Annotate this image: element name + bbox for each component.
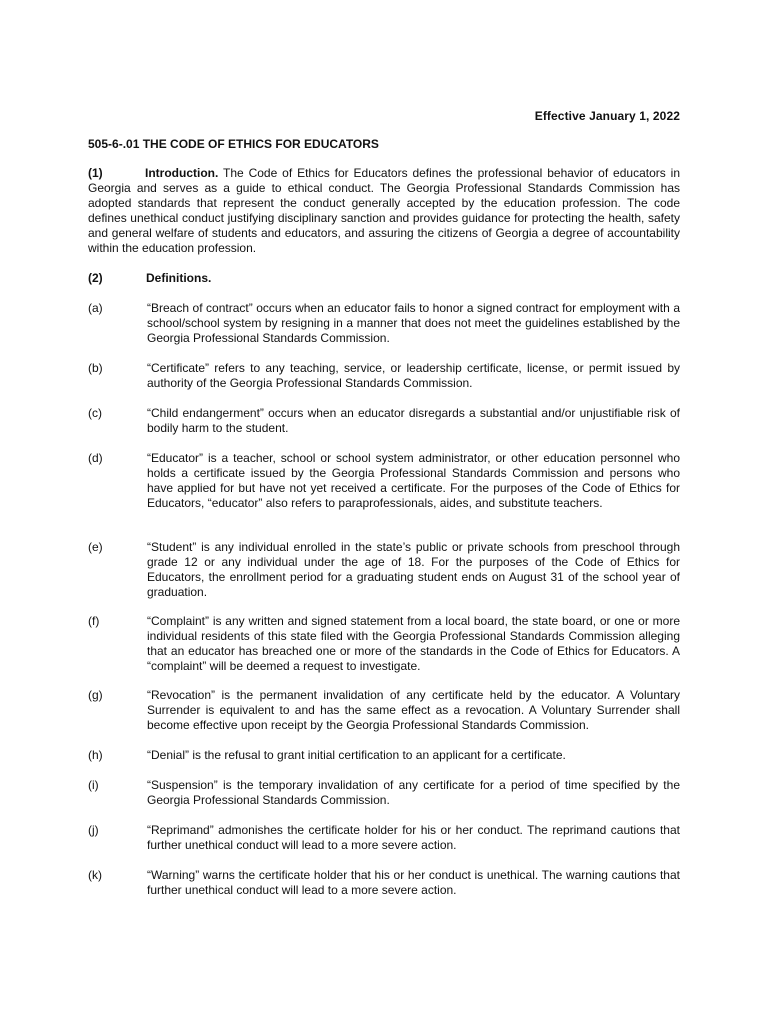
definition-text: “Reprimand” admonishes the certificate holder for his or her conduct. The reprimand cautions that further unethical conduct will lead to a more severe action.: [147, 823, 680, 853]
definition-item: [88, 406, 680, 436]
definition-item: [88, 540, 680, 600]
definition-label: (a): [88, 301, 103, 315]
definition-label: (f): [88, 614, 100, 628]
effective-date: Effective January 1, 2022: [534, 109, 680, 123]
definition-item: [88, 778, 680, 808]
definition-item: [88, 748, 680, 763]
definition-text: “Denial” is the refusal to grant initial certification to an applicant for a certificate.: [147, 748, 566, 762]
introduction-section: [88, 166, 680, 257]
definition-text: “Revocation” is the permanent invalidation of any certificate held by the educator. A Voluntary Surrender is equivalent to and has the same effect as a revocation. A Voluntary Surrender shall become effective upon receipt by the Georgia Professional Standards Commission.: [147, 688, 680, 733]
definition-item: [88, 301, 680, 346]
introduction-text: The Code of Ethics for Educators defines the professional behavior of educators in Georgia and serves as a guide to ethical conduct. The Georgia Professional Standards Commission has adopted standards that represent the conduct generally accepted by the education profession. The code defines unethical conduct justifying disciplinary sanction and provides guidance for protecting the health, safety and general welfare of students and educators, and assuring the citizens of Georgia a degree of accountability within the education profession.: [88, 166, 680, 256]
definition-text: “Student” is any individual enrolled in the state’s public or private schools from preschool through grade 12 or any individual under the age of 18. For the purposes of the Code of Ethics for Educators, the enrollment period for a graduating student ends on August 31 of the school year of graduation.: [147, 540, 680, 600]
definition-label: (i): [88, 778, 99, 792]
definition-text: “Complaint” is any written and signed statement from a local board, the state board, or one or more individual residents of this state filed with the Georgia Professional Standards Commission alleging that an educator has breached one or more of the standards in the Code of Ethics for Educators. A “complaint” will be deemed a request to investigate.: [147, 614, 680, 674]
definition-label: (k): [88, 868, 102, 882]
definition-text: “Warning” warns the certificate holder that his or her conduct is unethical. The warning cautions that further unethical conduct will lead to a more severe action.: [147, 868, 680, 898]
definition-text: “Breach of contract” occurs when an educator fails to honor a signed contract for employment with a school/school system by resigning in a manner that does not meet the guidelines established by the Georgia Professional Standards Commission.: [147, 301, 680, 346]
definitions-number: (2): [88, 271, 103, 285]
definition-item: [88, 451, 680, 511]
definition-text: “Educator” is a teacher, school or school system administrator, or other education personnel who holds a certificate issued by the Georgia Professional Standards Commission and persons who have applied for but have not yet received a certificate. For the purposes of the Code of Ethics for Educators, “educator” also refers to paraprofessionals, aides, and substitute teachers.: [147, 451, 680, 511]
definition-label: (d): [88, 451, 103, 465]
definition-item: [88, 868, 680, 898]
definition-label: (e): [88, 540, 103, 554]
definition-text: “Suspension” is the temporary invalidation of any certificate for a period of time specified by the Georgia Professional Standards Commission.: [147, 778, 680, 808]
definition-item: [88, 361, 680, 391]
definition-text: “Child endangerment” occurs when an educator disregards a substantial and/or unjustifiable risk of bodily harm to the student.: [147, 406, 680, 436]
document-title: 505-6-.01 THE CODE OF ETHICS FOR EDUCATORS: [88, 137, 379, 151]
definition-label: (g): [88, 688, 103, 702]
definition-label: (b): [88, 361, 103, 375]
definition-label: (h): [88, 748, 103, 762]
definition-text: “Certificate” refers to any teaching, service, or leadership certificate, license, or permit issued by authority of the Georgia Professional Standards Commission.: [147, 361, 680, 391]
definitions-heading-row: [88, 271, 211, 285]
definition-item: [88, 823, 680, 853]
definitions-heading: Definitions.: [146, 271, 212, 285]
definition-item: [88, 614, 680, 674]
definition-item: [88, 688, 680, 733]
definition-label: (j): [88, 823, 99, 837]
introduction-heading: Introduction.: [145, 166, 219, 180]
definition-label: (c): [88, 406, 102, 420]
introduction-number: (1): [88, 166, 103, 180]
